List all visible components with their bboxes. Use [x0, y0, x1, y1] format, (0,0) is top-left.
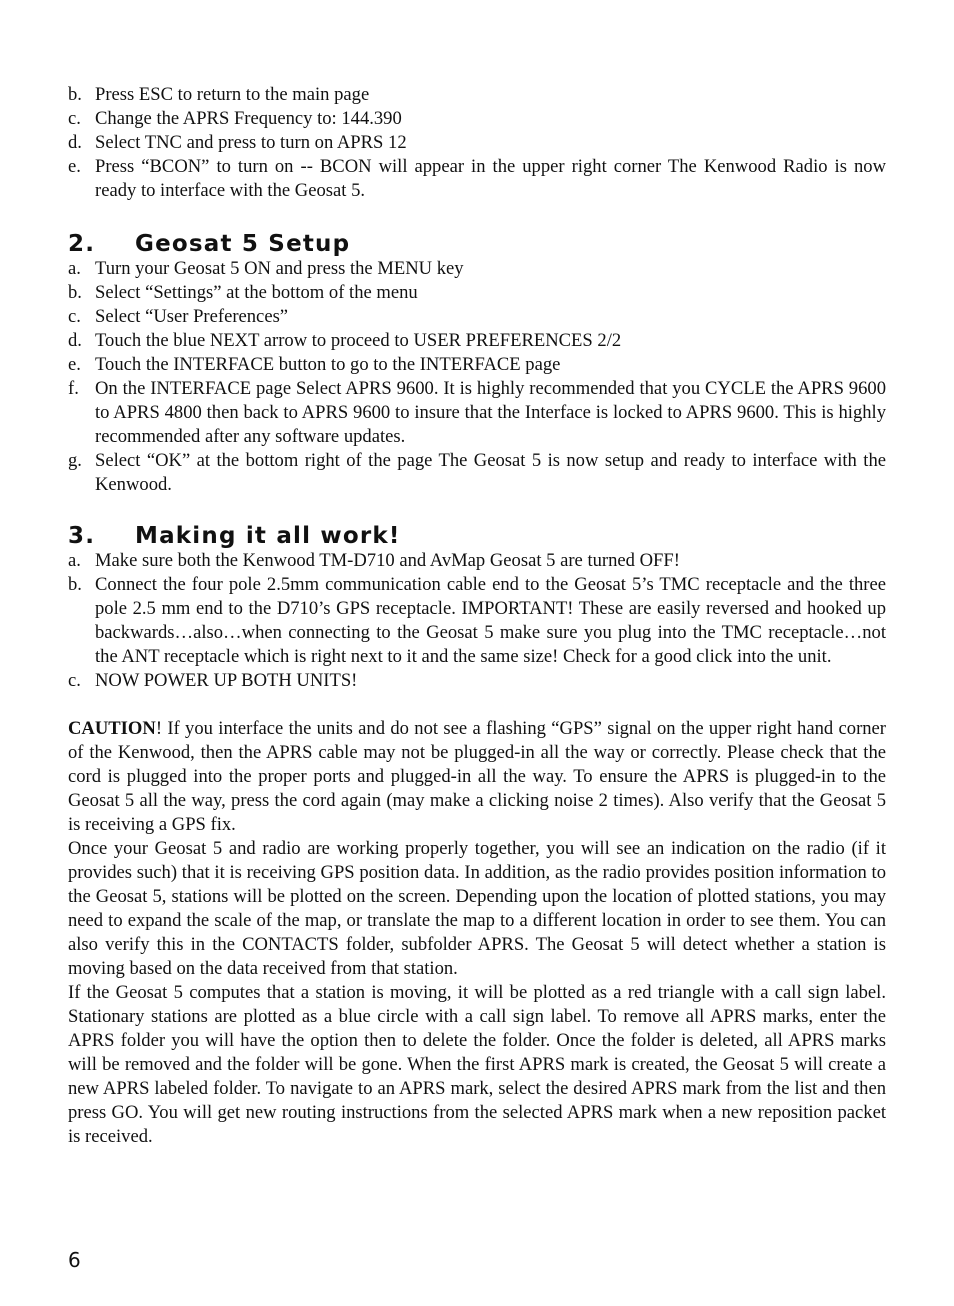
list-item — [68, 449, 886, 497]
caution-paragraph — [68, 717, 886, 837]
making-it-work-list — [68, 549, 886, 693]
list-item — [68, 83, 886, 107]
list-item-text: Press “BCON” to turn on -- BCON will appear in the upper right corner The Kenwood Radio is now ready to interface with the Geosat 5. — [95, 156, 886, 201]
list-item-text: Turn your Geosat 5 ON and press the MENU key — [95, 258, 464, 279]
list-marker: b. — [68, 574, 82, 595]
list-item-text: Touch the blue NEXT arrow to proceed to USER PREFERENCES 2/2 — [95, 330, 622, 351]
list-item — [68, 353, 886, 377]
caution-text: ! If you interface the units and do not see a flashing “GPS” signal on the upper right hand corner of the Kenwood, then the APRS cable may not be plugged-in all the way or correctly. Please check that the cord is plugged into the proper ports and plugged-in all the way. To ensure the APRS is plugged-in to the Geosat 5 all the way, press the cord again (may make a clicking noise 2 times). Also verify that the Geosat 5 is receiving a GPS fix. — [68, 718, 886, 835]
list-marker: e. — [68, 156, 81, 177]
body-paragraph: Once your Geosat 5 and radio are working properly together, you will see an indication on the radio (if it provides such) that it is receiving GPS position data. In addition, as the radio provides position information to the Geosat 5, stations will be plotted on the screen. Depending upon the location of plotted stations, you may need to expand the scale of the map, or translate the map to a different location in order to see them. You can also verify this in the CONTACTS folder, subfolder APRS. The Geosat 5 will detect whether a station is moving based on the data received from that station. — [68, 838, 886, 979]
list-item — [68, 155, 886, 203]
list-item-text: Change the APRS Frequency to: 144.390 — [95, 108, 402, 129]
list-marker: g. — [68, 450, 82, 471]
document-page — [68, 83, 886, 1149]
list-marker: c. — [68, 306, 81, 327]
section-heading-geosat-setup — [68, 231, 886, 257]
geosat-setup-list — [68, 257, 886, 497]
list-marker: d. — [68, 132, 82, 153]
list-item — [68, 257, 886, 281]
list-item — [68, 377, 886, 449]
list-item-text: NOW POWER UP BOTH UNITS! — [95, 670, 358, 691]
body-paragraph: If the Geosat 5 computes that a station is moving, it will be plotted as a red triangle with a call sign label. Stationary stations are plotted as a blue circle with a call sign label. To remove all APRS marks, enter the APRS folder you will have the option then to delete the folder. Once the folder is deleted, all APRS marks will be removed and the folder will be gone. When the first APRS mark is created, the Geosat 5 will create a new APRS labeled folder. To navigate to an APRS mark, select the desired APRS mark from the list and then press GO. You will get new routing instructions from the selected APRS mark when a new reposition packet is received. — [68, 982, 886, 1147]
list-item-text: On the INTERFACE page Select APRS 9600. It is highly recommended that you CYCLE the APRS 9600 to APRS 4800 then back to APRS 9600 to insure that the Interface is locked to APRS 9600. This is highly recommended after any software updates. — [95, 378, 886, 447]
list-marker: a. — [68, 550, 81, 571]
section-heading-making-it-work — [68, 523, 886, 549]
list-item-text: Press ESC to return to the main page — [95, 84, 370, 105]
list-marker: c. — [68, 108, 81, 129]
list-item — [68, 131, 886, 155]
list-marker: d. — [68, 330, 82, 351]
page-number: 6 — [68, 1248, 81, 1272]
list-item-text: Select “OK” at the bottom right of the page The Geosat 5 is now setup and ready to interface with the Kenwood. — [95, 450, 886, 495]
intro-list — [68, 83, 886, 203]
list-item — [68, 281, 886, 305]
list-item — [68, 107, 886, 131]
list-item — [68, 329, 886, 353]
list-item — [68, 669, 886, 693]
list-marker: e. — [68, 354, 81, 375]
list-item-text: Connect the four pole 2.5mm communication cable end to the Geosat 5’s TMC receptacle and the three pole 2.5 mm end to the D710’s GPS receptacle. IMPORTANT! These are easily reversed and hooked up backwards…also…when connecting to the Geosat 5 make sure you plug into the TMC receptacle…not the ANT receptacle which is right next to it and the same size! Check for a good click into the unit. — [95, 574, 886, 667]
list-marker: a. — [68, 258, 81, 279]
section-number: 2. — [68, 231, 96, 257]
list-item-text: Make sure both the Kenwood TM-D710 and AvMap Geosat 5 are turned OFF! — [95, 550, 680, 571]
list-item-text: Select “Settings” at the bottom of the menu — [95, 282, 418, 303]
list-marker: f. — [68, 378, 79, 399]
list-item — [68, 549, 886, 573]
list-item-text: Select “User Preferences” — [95, 306, 289, 327]
list-item — [68, 573, 886, 669]
section-number: 3. — [68, 523, 96, 549]
caution-block — [68, 717, 886, 1149]
list-item — [68, 305, 886, 329]
section-title: Geosat 5 Setup — [135, 231, 351, 257]
list-item-text: Select TNC and press to turn on APRS 12 — [95, 132, 407, 153]
list-marker: c. — [68, 670, 81, 691]
caution-label: CAUTION — [68, 718, 156, 739]
list-marker: b. — [68, 84, 82, 105]
list-marker: b. — [68, 282, 82, 303]
section-title: Making it all work! — [135, 523, 401, 549]
list-item-text: Touch the INTERFACE button to go to the INTERFACE page — [95, 354, 561, 375]
